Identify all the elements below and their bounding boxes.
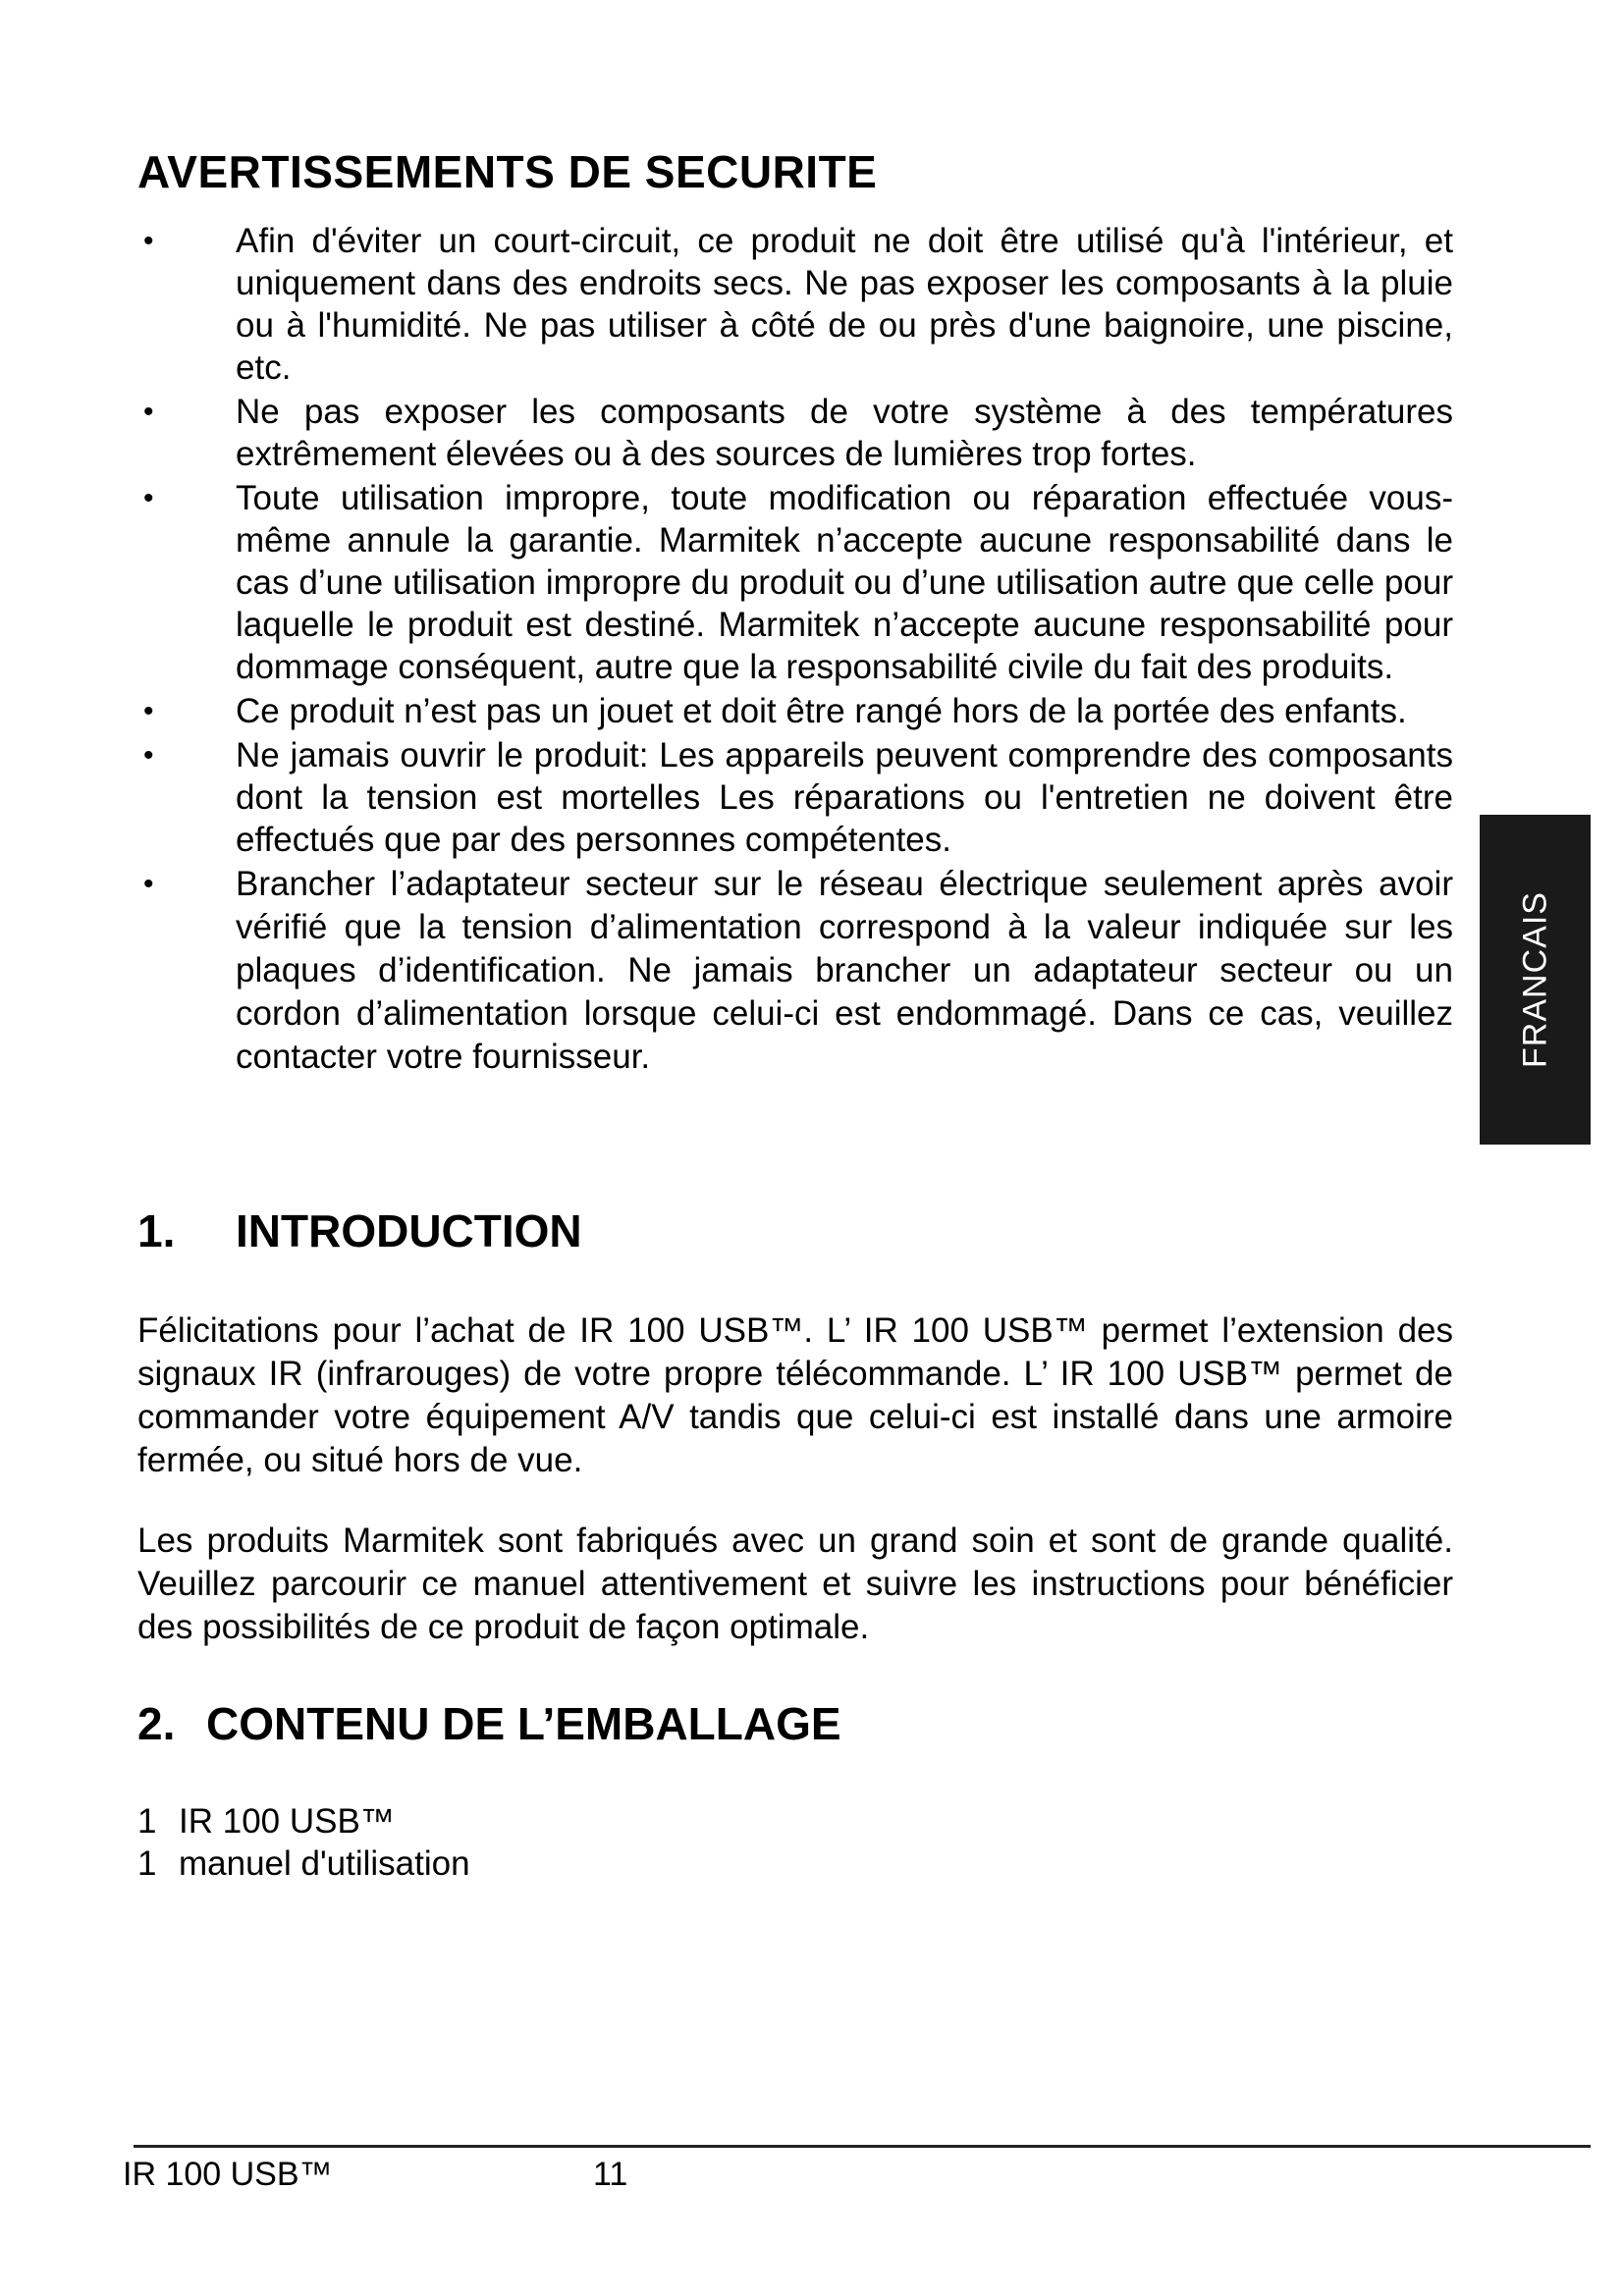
safety-item — [137, 863, 1453, 1079]
section-number: 1. — [137, 1205, 176, 1256]
list-item — [137, 1842, 470, 1885]
introduction-heading — [137, 1204, 582, 1257]
footer-divider — [134, 2145, 1591, 2148]
safety-item — [137, 734, 1453, 861]
safety-item — [137, 220, 1453, 389]
bullet-icon: • — [143, 482, 154, 514]
safety-item-text: Toute utilisation impropre, toute modification ou réparation effectuée vous-même annule la garantie. Marmitek n’accepte aucune responsabilité dans le cas d’une utilisation impropre du produit ou d’une utilisation autre que celle pour laquelle le produit est destiné. Marmitek n’accepte aucune responsabilité pour dommage conséquent, autre que la responsabilité civile du fait des produits. — [236, 479, 1453, 686]
safety-item-text: Ne pas exposer les composants de votre système à des températures extrêmement élevées ou à des sources de lumières trop fortes. — [236, 393, 1453, 473]
bullet-icon: • — [143, 868, 154, 900]
section-number: 2. — [137, 1698, 176, 1749]
section-title: INTRODUCTION — [236, 1205, 582, 1256]
introduction-paragraph: Félicitations pour l’achat de IR 100 USB™. L’ IR 100 USB™ permet l’extension des signaux IR (infrarouges) de votre propre télécommande. L’ IR 100 USB™ permet de commander votre équipement A/V tandis que celui-ci est installé dans une armoire fermée, ou situé hors de vue. — [137, 1311, 1453, 1479]
safety-item-text: Ce produit n’est pas un jouet et doit être rangé hors de la portée des enfants. — [236, 692, 1407, 730]
section-title: CONTENU DE L’EMBALLAGE — [206, 1698, 841, 1749]
bullet-icon: • — [143, 695, 154, 727]
package-contents-list — [137, 1800, 470, 1885]
package-contents-heading — [137, 1697, 841, 1750]
bullet-icon: • — [143, 739, 154, 772]
list-item — [137, 1800, 470, 1842]
language-tab — [1480, 815, 1591, 1145]
safety-item — [137, 690, 1453, 732]
safety-item-text: Ne jamais ouvrir le produit: Les appareils peuvent comprendre des composants dont la tension est mortelles Les réparations ou l'entretien ne doivent être effectués que par des personnes compétentes. — [236, 736, 1453, 859]
page-number: 11 — [593, 2156, 628, 2193]
item-quantity: 1 — [137, 1844, 157, 1883]
safety-item-text: Brancher l’adaptateur secteur sur le réseau électrique seulement après avoir vérifié que la tension d’alimentation correspond à la valeur indiquée sur les plaques d’identification. Ne jamais brancher un adaptateur secteur ou un cordon d’alimentation lorsque celui-ci est endommagé. Dans ce cas, veuillez contacter votre fournisseur. — [236, 865, 1453, 1076]
item-label: manuel d'utilisation — [179, 1844, 470, 1883]
item-quantity: 1 — [137, 1802, 157, 1841]
footer-product-name: IR 100 USB™ — [123, 2156, 333, 2193]
language-tab-label: FRANCAIS — [1516, 891, 1553, 1068]
safety-heading: AVERTISSEMENTS DE SECURITE — [137, 146, 878, 197]
safety-item — [137, 391, 1453, 475]
safety-item — [137, 477, 1453, 688]
safety-item-text: Afin d'éviter un court-circuit, ce produit ne doit être utilisé qu'à l'intérieur, et uniquement dans des endroits secs. Ne pas exposer les composants à la pluie ou à l'humidité. Ne pas utiliser à côté de ou près d'une baignoire, une piscine, etc. — [236, 222, 1453, 387]
safety-list — [137, 220, 1453, 1081]
item-label: IR 100 USB™ — [179, 1802, 395, 1841]
bullet-icon: • — [143, 396, 154, 428]
bullet-icon: • — [143, 225, 154, 257]
introduction-paragraph: Les produits Marmitek sont fabriqués avec un grand soin et sont de grande qualité. Veuillez parcourir ce manuel attentivement et suivre les instructions pour bénéficier des possibilités de ce produit de façon optimale. — [137, 1522, 1453, 1646]
